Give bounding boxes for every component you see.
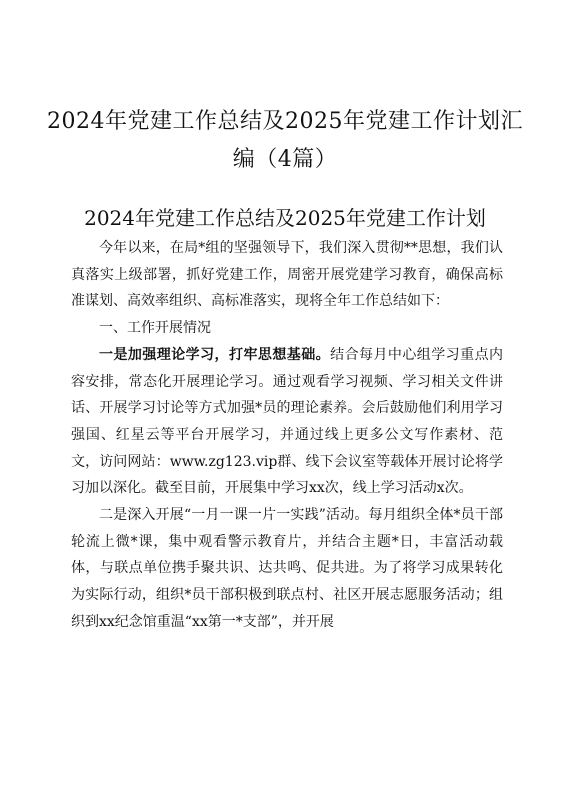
heading-work-status: 一、工作开展情况 bbox=[99, 320, 211, 337]
paragraph-text: 每月组织全体*员干部轮流上微*课，集中观看警示教育片，并结合主题*日，丰富活动载体，与联点单位携手聚共识、达共鸣、促共进。为了将学习成果转化为实际行动，组织*员干部积极到联点村、社区开展志愿服务活动；组织到xx纪念馆重温“xx第一*支部”，并开展 bbox=[71, 507, 503, 630]
paragraph-theory-study bbox=[71, 342, 503, 502]
paragraph-lead: 二是深入开展“一月一课一片一实践”活动。 bbox=[99, 507, 369, 524]
section-title: 2024年党建工作总结及2025年党建工作计划 bbox=[84, 206, 486, 230]
paragraph-intro: 今年以来，在局*组的坚强领导下，我们深入贯彻**思想，我们认真落实上级部署，抓好党建工作，周密开展党建学习教育，确保高标准谋划、高效率组织、高标准落实，现将全年工作总结如下： bbox=[71, 240, 503, 310]
paragraph-text: 结合每月中心组学习重点内容安排，常态化开展理论学习。通过观看学习视频、学习相关文件讲话、开展学习讨论等方式加强*员的理论素养。会后鼓励他们利用学习强国、红星云等平台开展学习，并通过线上更多公文写作素材、范文，访问网站：www.zg123.vip群、线下会议室等载体开展讨论将学习加以深化。截至目前，开展集中学习xx次，线上学习活动x次。 bbox=[71, 346, 504, 497]
document-body bbox=[71, 235, 503, 636]
paragraph-lead: 一是加强理论学习，打牢思想基础。 bbox=[99, 346, 331, 363]
paragraph-monthly-activity bbox=[71, 502, 503, 636]
document-title: 2024年党建工作总结及2025年党建工作计划汇编（4篇） bbox=[47, 109, 523, 172]
